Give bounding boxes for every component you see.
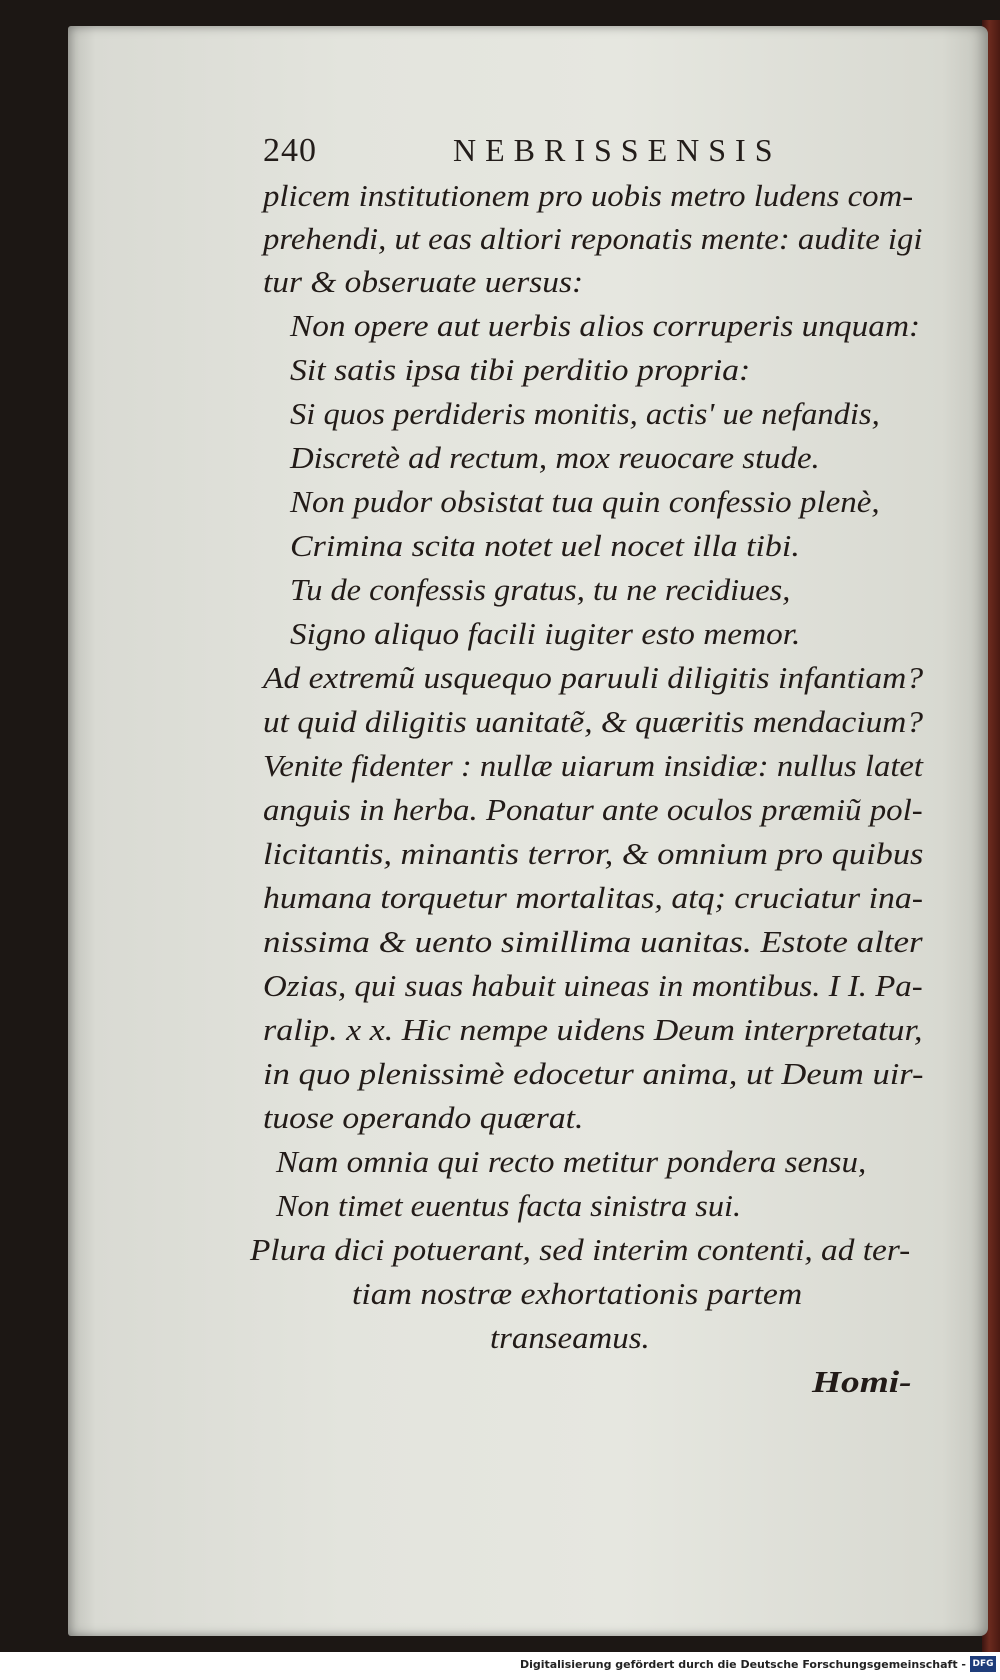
digitization-footer [0, 1652, 1000, 1680]
dfg-logo: DFG [970, 1656, 996, 1672]
verse-line: Crimina scita notet uel nocet illa tibi. [290, 528, 800, 563]
text-line: tur & obseruate uersus: [263, 264, 584, 299]
running-title: NEBRISSENSIS [453, 132, 782, 168]
text-line: humana torquetur mortalitas, atq; cruciatur ina- [263, 880, 924, 915]
text-line: Ozias, qui suas habuit uineas in montibus. I I. Pa- [263, 968, 923, 1003]
verse-line: Non pudor obsistat tua quin confessio plenè, [290, 484, 880, 519]
text-line: prehendi, ut eas altiori reponatis mente: audite igi [263, 221, 923, 256]
text-line: Ad extremũ usquequo paruuli diligitis infantiam? [263, 660, 924, 695]
text-line: licitantis, minantis terror, & omnium pro quibus [263, 836, 924, 871]
verse-line: Non opere aut uerbis alios corruperis unquam: [290, 308, 921, 343]
digitization-note: Digitalisierung gefördert durch die Deutsche Forschungsgemeinschaft - [519, 1658, 966, 1671]
verse-line: Sit satis ipsa tibi perditio propria: [290, 352, 751, 387]
text-line: tiam nostræ exhortationis partem [352, 1276, 803, 1311]
page-number: 240 [263, 132, 317, 169]
text-line: anguis in herba. Ponatur ante oculos præmiũ pol- [263, 792, 923, 827]
verse-line: Discretè ad rectum, mox reuocare stude. [290, 440, 820, 475]
verse-line: Tu de confessis gratus, tu ne recidiues, [290, 572, 791, 607]
text-line: in quo plenissimè edocetur anima, ut Deum uir- [263, 1056, 924, 1091]
page-header [263, 132, 823, 176]
text-line: Plura dici potuerant, sed interim contenti, ad ter- [250, 1232, 911, 1267]
text-line: tuose operando quærat. [263, 1100, 584, 1135]
text-line: ralip. x x. Hic nempe uidens Deum interpretatur, [263, 1012, 923, 1047]
verse-line: Si quos perdideris monitis, actis' ue nefandis, [290, 396, 880, 431]
text-line: ut quid diligitis uanitatẽ, & quæritis mendacium? [263, 704, 923, 739]
text-line: nissima & uento simillima uanitas. Estote alter [263, 924, 923, 959]
text-line: transeamus. [490, 1320, 650, 1355]
verse-line: Nam omnia qui recto metitur pondera sensu, [276, 1144, 867, 1179]
verse-line: Non timet euentus facta sinistra sui. [276, 1188, 742, 1223]
catchword: Homi- [812, 1364, 912, 1399]
verse-line: Signo aliquo facili iugiter esto memor. [290, 616, 801, 651]
text-line: plicem institutionem pro uobis metro ludens com- [263, 178, 914, 213]
text-line: Venite fidenter : nullæ uiarum insidiæ: nullus latet [263, 748, 923, 783]
